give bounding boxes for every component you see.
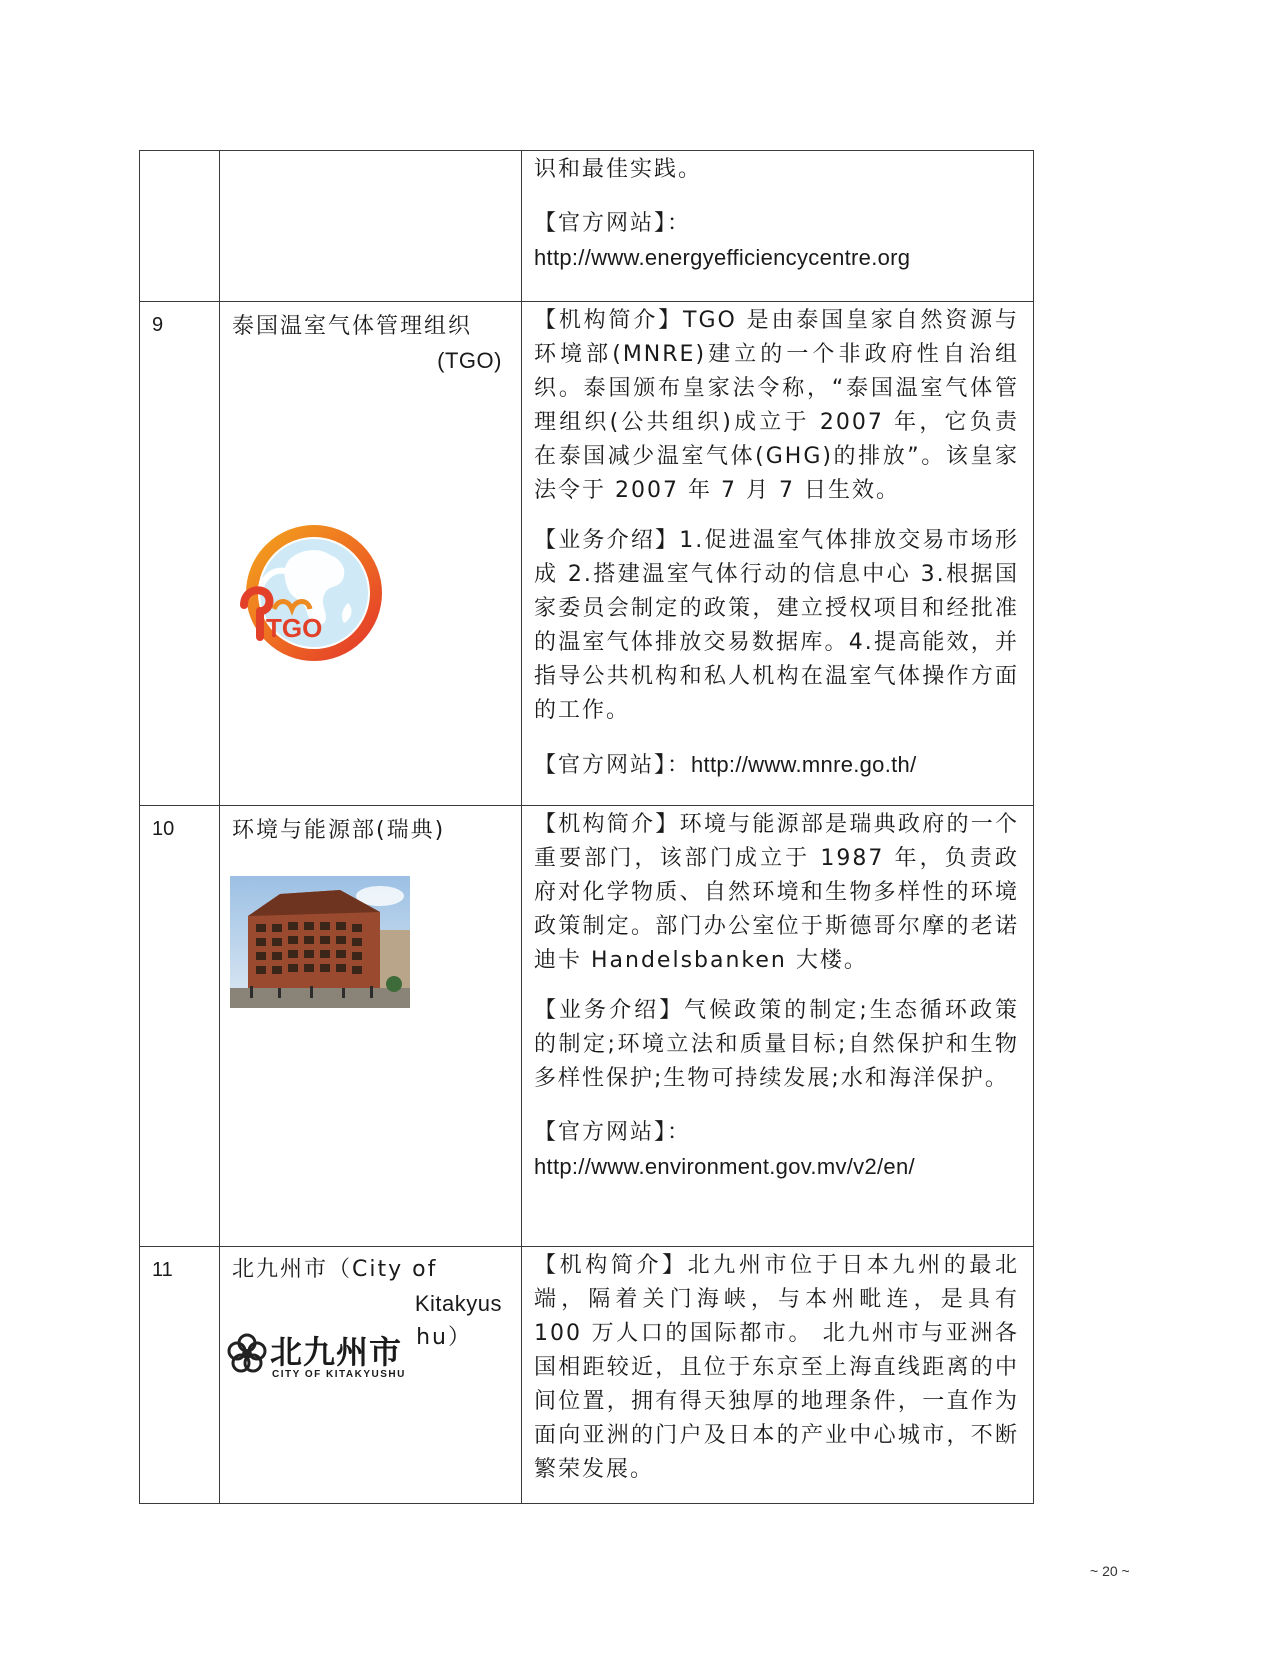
official-site-link[interactable]: http://www.environment.gov.mv/v2/en/ [534,1154,915,1179]
org-intro: 【机构简介】北九州市位于日本九州的最北端，隔着关门海峡，与本州毗连，是具有 100 万人口的国际都市。 北九州市与亚洲各国相距较近，且位于东京至上海直线距离的中间位置，拥有得天独厚的地理条件，一直作为面向亚洲的门户及日本的产业中心城市，不断繁荣发展。 [534,1253,1019,1482]
number-cell [140,302,220,806]
number-cell [140,151,220,302]
description-cell [522,302,1034,806]
org-business: 【业务介绍】气候政策的制定;生态循环政策的制定;环境立法和质量目标;自然保护和生物多样性保护;生物可持续发展;水和海洋保护。 [534,998,1019,1091]
org-name: 环境与能源部(瑞典) [232,818,446,843]
description-cell [522,151,1034,302]
logo-english-text: CITY OF KITAKYUSHU [272,1369,406,1380]
description-cell [522,806,1034,1247]
official-site-link[interactable]: http://www.energyefficiencycentre.org [534,245,911,270]
table-row [140,1247,1034,1504]
page-number: ~ 20 ~ [1090,1563,1130,1579]
name-cell [220,302,522,806]
number-cell [140,806,220,1247]
org-business: 【业务介绍】1.促进温室气体排放交易市场形成 2.搭建温室气体行动的信息中心 3.根据国家委员会制定的政策，建立授权项目和经批准的温室气体排放交易数据库。4.提高能效，并指导公共机构和私人机构在温室气体操作方面的工作。 [534,528,1019,723]
tgo-logo-text: TGO [266,613,323,643]
tgo-logo [230,519,390,669]
logo-chinese-text: 北九州市 [270,1333,403,1371]
official-site-label: 【官方网站】： [534,1120,692,1145]
kitakyushu-logo [226,1327,426,1387]
table-row [140,806,1034,1247]
org-name: 北九州市（City of [232,1257,438,1282]
name-cell [220,151,522,302]
number-cell [140,1247,220,1504]
official-site-link[interactable]: http://www.mnre.go.th/ [691,752,917,777]
org-name-continued: Kitakyus [414,1291,502,1316]
table-row [140,302,1034,806]
organization-table [139,150,1034,1504]
table-row [140,151,1034,302]
row-number: 10 [152,818,175,840]
flower-emblem-icon [226,1333,268,1375]
name-cell [220,806,522,1247]
row-number: 11 [152,1259,173,1281]
org-intro: 【机构简介】环境与能源部是瑞典政府的一个重要部门，该部门成立于 1987 年，负责政府对化学物质、自然环境和生物多样性的环境政策制定。部门办公室位于斯德哥尔摩的老诺迪卡 Handelsbanken 大楼。 [534,812,1019,973]
row-number: 9 [152,314,164,336]
building-photo [230,876,410,1008]
org-name-continued: hu） [416,1325,472,1350]
description-cell [522,1247,1034,1504]
official-site-label: 【官方网站】： [534,211,692,236]
org-abbrev: (TGO) [437,348,502,373]
official-site-label: 【官方网站】： [534,753,692,778]
description-text: 识和最佳实践。 [534,157,703,182]
org-intro: 【机构简介】TGO 是由泰国皇家自然资源与环境部(MNRE)建立的一个非政府性自治组织。泰国颁布皇家法令称，“泰国温室气体管理组织(公共组织)成立于 2007 年，它负责在泰国减少温室气体(GHG)的排放”。该皇家法令于 2007 年 7 月 7 日生效。 [534,308,1019,503]
org-name: 泰国温室气体管理组织 [232,314,473,339]
name-cell [220,1247,522,1504]
